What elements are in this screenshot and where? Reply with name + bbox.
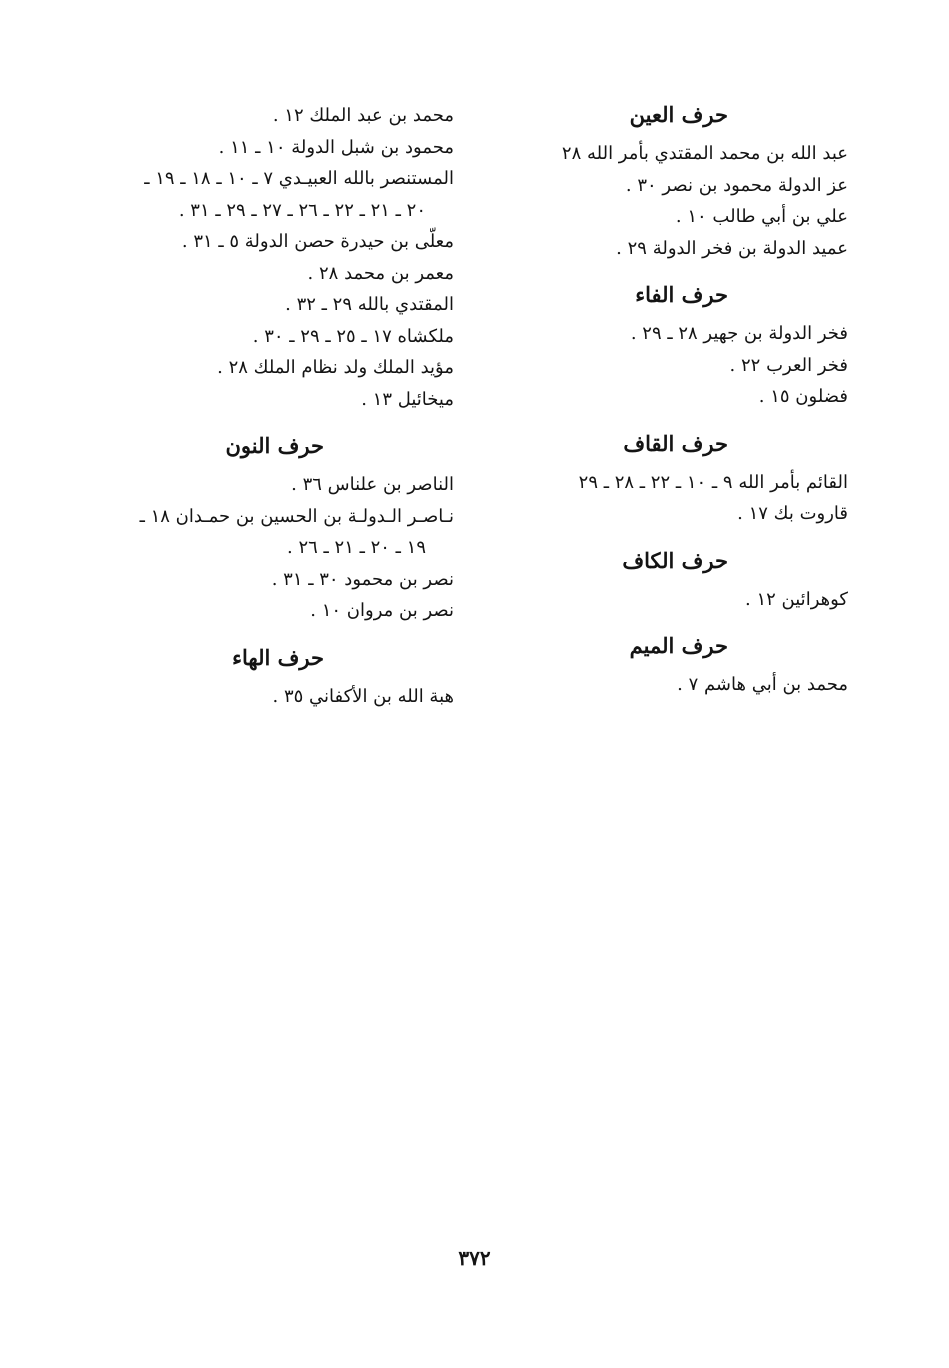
index-entry: المستنصر بالله العبيـدي ٧ ـ ١٠ ـ ١٨ ـ ١٩ ـ: [144, 168, 454, 189]
index-entry: معمر بن محمد ٢٨ .: [307, 262, 454, 284]
index-entry: القائم بأمر الله ٩ ـ ١٠ ـ ٢٢ ـ ٢٨ ـ ٢٩: [578, 471, 848, 493]
index-entry-continuation: ١٩ ـ ٢٠ ـ ٢١ ـ ٢٦ .: [287, 537, 426, 558]
index-entry: عبد الله بن محمد المقتدي بأمر الله ٢٨: [561, 143, 848, 164]
index-entry: فخر الدولة بن جهير ٢٨ ـ ٢٩ .: [630, 323, 848, 344]
section-heading-ain: حرف العين: [629, 102, 728, 127]
index-entry: نـاصـر الـدولـة بن الحسين بن حمـدان ١٨ ـ: [139, 505, 454, 527]
right-column: [500, 92, 848, 701]
index-entry: محمد بن أبي هاشم ٧ .: [677, 674, 848, 695]
page-number: ٣٧٢: [458, 1246, 491, 1270]
index-entry: نصر بن محمود ٣٠ ـ ٣١ .: [271, 568, 454, 590]
index-entry: الناصر بن علناس ٣٦ .: [291, 474, 454, 495]
index-entry: نصر بن مروان ١٠ .: [310, 600, 454, 621]
index-entry: محمد بن عبد الملك ١٢ .: [272, 105, 454, 126]
index-entry: ملكشاه ١٧ ـ ٢٥ ـ ٢٩ ـ ٣٠ .: [252, 325, 454, 347]
index-entry: عز الدولة محمود بن نصر ٣٠ .: [625, 174, 848, 196]
index-entry: المقتدي بالله ٢٩ ـ ٣٢ .: [285, 294, 454, 315]
index-entry: كوهرائين ١٢ .: [745, 588, 848, 610]
section-heading-kaf: حرف الكاف: [622, 547, 728, 573]
index-entry-continuation: ٢٠ ـ ٢١ ـ ٢٢ ـ ٢٦ ـ ٢٧ ـ ٢٩ ـ ٣١ .: [178, 199, 426, 221]
index-entry: فخر العرب ٢٢ .: [729, 354, 848, 376]
index-entry: فضلون ١٥ .: [758, 386, 848, 407]
section-heading-nun: حرف النون: [225, 433, 324, 458]
index-entry: هبة الله بن الأكفاني ٣٥ .: [272, 685, 454, 707]
section-heading-mim: حرف الميم: [629, 633, 728, 658]
index-entry: محمود بن شبل الدولة ١٠ ـ ١١ .: [218, 136, 454, 158]
index-entry: علي بن أبي طالب ١٠ .: [675, 206, 848, 227]
index-entry: قاروت بك ١٧ .: [737, 503, 848, 524]
index-entry: مؤيد الملك ولد نظام الملك ٢٨ .: [217, 357, 454, 378]
left-column: [90, 92, 454, 712]
index-entry: معلّى بن حيدرة حصن الدولة ٥ ـ ٣١ .: [181, 231, 454, 252]
section-heading-fa: حرف الفاء: [635, 282, 728, 307]
index-entry: ميخائيل ١٣ .: [361, 388, 454, 410]
section-heading-qaf: حرف القاف: [623, 430, 728, 456]
index-entry: عميد الدولة بن فخر الدولة ٢٩ .: [616, 237, 848, 259]
section-heading-ha: حرف الهاء: [232, 644, 324, 670]
